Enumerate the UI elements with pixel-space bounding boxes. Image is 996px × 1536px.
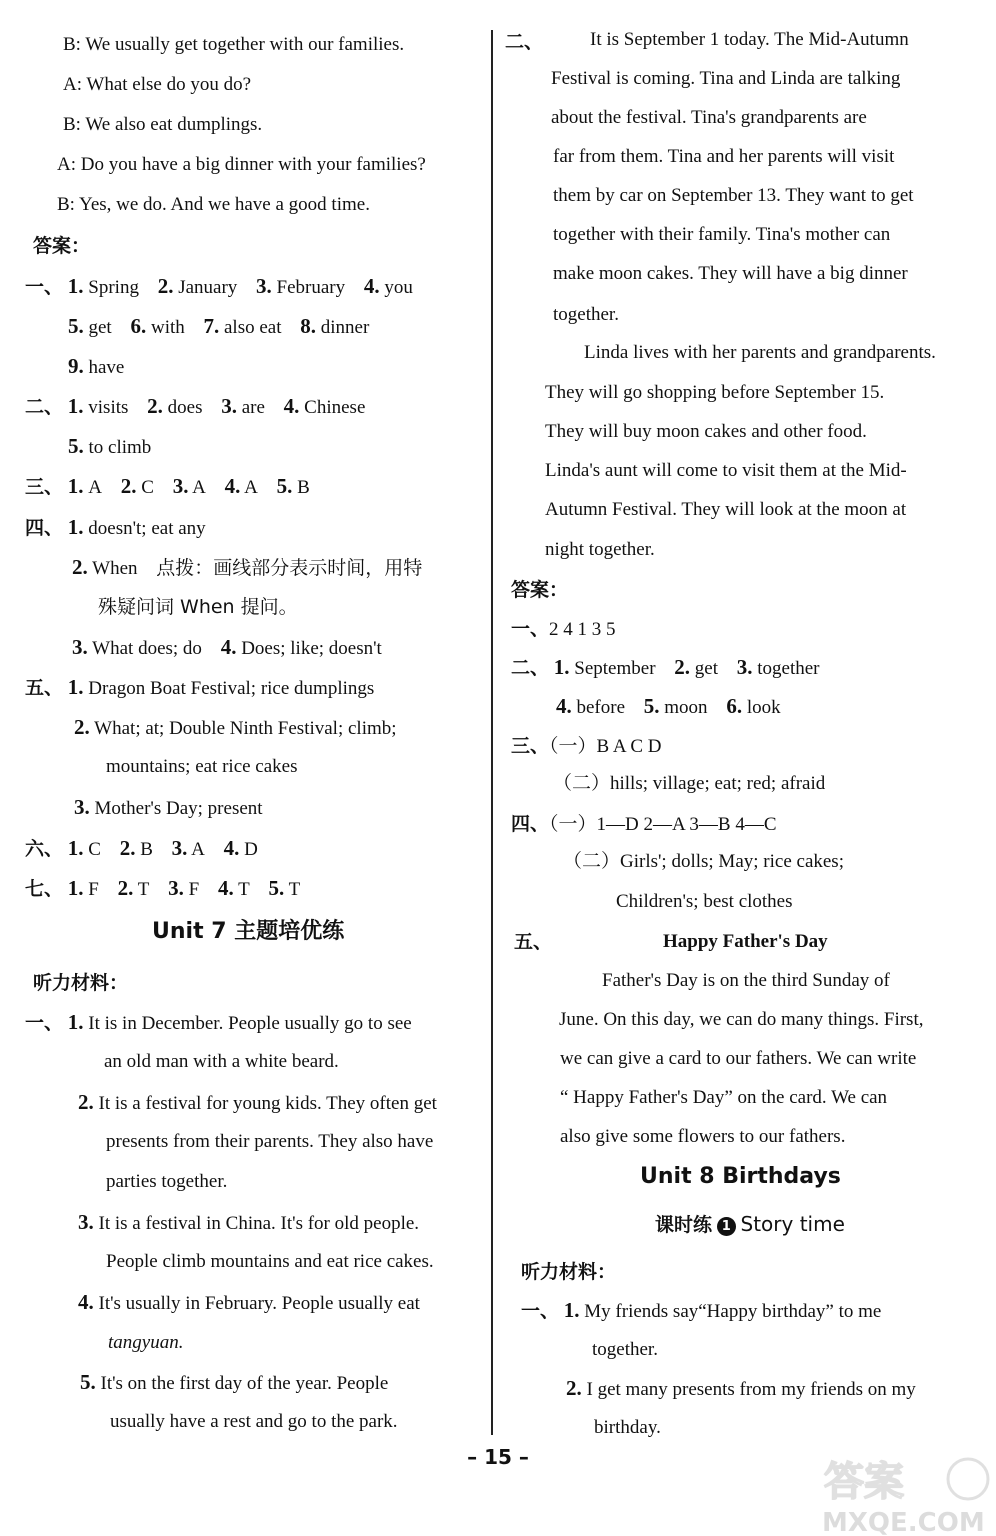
answer-text: get (694, 658, 718, 679)
column-divider (491, 30, 493, 1435)
listening-text: usually have a rest and go to the park. (110, 1411, 398, 1432)
unit-title: Unit 7 主题培优练 (152, 919, 345, 944)
item-number: 7. (203, 314, 220, 338)
section-mark: 五、 (25, 677, 64, 699)
listening-item (78, 1210, 419, 1236)
section-mark: 一、 (25, 276, 64, 298)
item-number: 4. (217, 876, 234, 900)
section-mark: 六、 (25, 838, 64, 860)
item-number: 1. (67, 274, 84, 298)
dialog-line: B: Yes, we do. And we have a good time. (57, 194, 370, 215)
answer-text: together (757, 658, 820, 679)
answer-row (74, 715, 397, 741)
listening-text: tangyuan. (108, 1332, 184, 1353)
answer-text: （一）1—D 2—A 3—B 4—C (549, 814, 777, 835)
passage-line: June. On this day, we can do many things. First, (559, 1009, 924, 1030)
item-number: 5. (276, 474, 293, 498)
answer-row (25, 474, 310, 500)
item-number: 1. (67, 1010, 84, 1034)
section-mark: 二、 (505, 31, 544, 53)
item-number: 1. (563, 1298, 580, 1322)
passage-line: Linda's aunt will come to visit them at the Mid- (545, 460, 907, 481)
answer-text: What does; do (92, 638, 202, 659)
dialog-line: A: Do you have a big dinner with your families? (57, 154, 426, 175)
answer-text: B (140, 839, 153, 860)
answer-row (511, 812, 777, 837)
watermark-url: MXQE.COM (822, 1508, 985, 1535)
watermark-circle-icon (948, 1459, 988, 1499)
answer-text: Dragon Boat Festival; rice dumplings (88, 678, 375, 699)
answer-row (72, 555, 422, 581)
item-number: 4. (78, 1290, 94, 1314)
answer-text: F (188, 879, 200, 900)
answer-row (556, 694, 781, 720)
answer-text: with (150, 317, 185, 338)
listening-text: birthday. (594, 1417, 661, 1438)
answer-row (68, 434, 151, 460)
item-number: 5. (68, 434, 84, 458)
item-number: 2. (117, 876, 134, 900)
lesson-name: Story time (740, 1212, 845, 1236)
item-number: 3. (736, 655, 753, 679)
answer-text: before (576, 697, 626, 718)
passage-line: They will buy moon cakes and other food. (545, 421, 867, 442)
item-number: 1. (67, 876, 84, 900)
answer-text: are (241, 397, 265, 418)
answer-row (68, 314, 369, 340)
answer-text: September (574, 658, 656, 679)
answer-row (72, 635, 382, 661)
answer-text: B (297, 477, 310, 498)
answer-text: does (167, 397, 203, 418)
answers-heading: 答案： (511, 579, 569, 601)
passage-line: together with their family. Tina's mother can (553, 224, 891, 245)
hint-text: 殊疑问词 When 提问。 (98, 596, 298, 618)
passage-line: about the festival. Tina's grandparents are (551, 107, 867, 128)
section-mark: 四、 (25, 517, 64, 539)
item-number: 4. (220, 635, 237, 659)
answer-text: C (141, 477, 154, 498)
answer-row (511, 655, 820, 681)
listening-text: together. (592, 1339, 658, 1360)
section-mark: 七、 (25, 878, 64, 900)
item-number: 4. (363, 274, 380, 298)
listening-text: parties together. (106, 1171, 228, 1192)
section-mark: 五、 (514, 931, 553, 953)
item-number: 3. (74, 795, 90, 819)
section-mark: 一、 (521, 1300, 560, 1322)
answer-row (511, 734, 661, 759)
answer-text: Mother's Day; present (94, 798, 263, 819)
listening-item (78, 1290, 420, 1316)
item-number: 3. (168, 876, 184, 900)
item-number: 2. (72, 555, 88, 579)
section-mark: 四、 (511, 813, 550, 835)
item-number: 2. (157, 274, 174, 298)
answer-text: Chinese (304, 397, 366, 418)
answer-text: look (746, 697, 781, 718)
item-number: 3. (78, 1210, 94, 1234)
answer-text: A (191, 839, 205, 860)
answer-text: get (88, 317, 112, 338)
section-mark: 三、 (25, 476, 64, 498)
item-number: 5. (643, 694, 660, 718)
passage-line: night together. (545, 539, 655, 560)
passage-line: Linda lives with her parents and grandparents. (584, 342, 936, 363)
item-number: 6. (130, 314, 147, 338)
item-number: 5. (268, 876, 285, 900)
dialog-line: B: We usually get together with our families. (63, 34, 405, 55)
item-number: 3. (221, 394, 237, 418)
answer-text: visits (88, 397, 129, 418)
listening-text: My friends say“Happy birthday” to me (584, 1301, 882, 1322)
hint-text: 点拨：画线部分表示时间，用特 (156, 557, 423, 579)
item-number: 5. (80, 1370, 96, 1394)
item-number: 2. (566, 1376, 582, 1400)
listening-heading: 听力材料： (521, 1261, 617, 1283)
answer-text: have (88, 357, 125, 378)
answer-text: （二）Girls'; dolls; May; rice cakes; (563, 851, 844, 872)
item-number: 5. (68, 314, 84, 338)
item-number: 1. (553, 655, 570, 679)
listening-text: It is a festival for young kids. They often get (98, 1093, 437, 1114)
dialog-line: A: What else do you do? (63, 74, 252, 95)
lesson-title (655, 1212, 845, 1238)
item-number: 1. (67, 394, 84, 418)
answer-text: A (88, 477, 102, 498)
passage-line: far from them. Tina and her parents will visit (553, 146, 895, 167)
section-mark: 一、 (25, 1012, 64, 1034)
passage-line: Festival is coming. Tina and Linda are talking (551, 68, 901, 89)
section-mark: 二、 (25, 396, 64, 418)
answer-row (25, 515, 206, 541)
item-number: 4. (223, 836, 240, 860)
item-number: 3. (172, 474, 189, 498)
answer-text: T (288, 879, 301, 900)
listening-text: It is in December. People usually go to see (88, 1013, 412, 1034)
passage-line: “ Happy Father's Day” on the card. We can (560, 1087, 888, 1108)
listening-text: I get many presents from my friends on my (586, 1379, 916, 1400)
answer-text: also eat (224, 317, 282, 338)
listening-item (80, 1370, 388, 1396)
item-number: 1. (67, 474, 84, 498)
listening-text: People climb mountains and eat rice cakes. (106, 1251, 434, 1272)
answer-text: F (88, 879, 99, 900)
answer-text: A (192, 477, 206, 498)
answer-text: February (276, 277, 346, 298)
answer-row (25, 675, 374, 701)
answer-text: What; at; Double Ninth Festival; climb; (94, 718, 397, 739)
answer-text: D (244, 839, 258, 860)
listening-text: It is a festival in China. It's for old people. (98, 1213, 420, 1234)
answer-text: Does; like; doesn't (241, 638, 382, 659)
item-number: 3. (256, 274, 272, 298)
answer-text: 2 4 1 3 5 (549, 619, 616, 640)
answer-row (25, 876, 300, 902)
answer-text: T (238, 879, 250, 900)
passage-line: we can give a card to our fathers. We can write (560, 1048, 917, 1069)
answer-text: （二）hills; village; eat; red; afraid (553, 773, 826, 794)
passage-line: Father's Day is on the third Sunday of (602, 970, 890, 991)
page-number: – 15 – (467, 1445, 529, 1469)
answer-row (68, 354, 124, 380)
watermark-mark: 答案 (824, 1459, 904, 1505)
item-number: 1. (67, 675, 84, 699)
dialog-line: B: We also eat dumplings. (63, 114, 263, 135)
answer-row (25, 394, 365, 420)
passage-line: They will go shopping before September 15. (545, 382, 885, 403)
listening-text: It's on the first day of the year. People (100, 1373, 389, 1394)
item-number: 3. (72, 635, 88, 659)
item-number: 2. (119, 836, 136, 860)
listening-text: It's usually in February. People usually eat (98, 1293, 420, 1314)
passage-line: also give some flowers to our fathers. (560, 1126, 846, 1147)
passage-line: Autumn Festival. They will look at the moon at (545, 499, 907, 520)
answer-text: dinner (320, 317, 370, 338)
item-number: 3. (171, 836, 188, 860)
watermark-logo (818, 1455, 996, 1535)
item-number: 2. (74, 715, 90, 739)
section-mark: 一、 (511, 618, 550, 640)
item-number: 9. (68, 354, 84, 378)
answer-text: （一）B A C D (549, 736, 662, 757)
item-number: 2. (120, 474, 137, 498)
answer-text: doesn't; eat any (88, 518, 206, 539)
item-number: 1. (67, 515, 84, 539)
answer-row (74, 795, 263, 821)
answer-text: January (178, 277, 238, 298)
passage-line: make moon cakes. They will have a big dinner (553, 263, 908, 284)
passage-line: together. (553, 304, 619, 325)
passage-title: Happy Father's Day (663, 931, 828, 952)
answer-text: you (384, 277, 413, 298)
unit-title: Unit 8 Birthdays (640, 1164, 841, 1189)
listening-item (521, 1298, 881, 1324)
answers-heading: 答案： (33, 235, 91, 257)
answer-text: to climb (88, 437, 152, 458)
answer-text: Spring (88, 277, 139, 298)
item-number: 6. (726, 694, 743, 718)
answer-text: Children's; best clothes (616, 891, 793, 912)
listening-text: presents from their parents. They also have (106, 1131, 434, 1152)
answer-row (511, 617, 616, 642)
section-mark: 二、 (511, 657, 550, 679)
item-number: 2. (674, 655, 691, 679)
answer-row (25, 274, 413, 300)
item-number: 2. (78, 1090, 94, 1114)
section-mark: 三、 (511, 735, 550, 757)
answer-text: C (88, 839, 101, 860)
listening-item (78, 1090, 437, 1116)
item-number: 4. (283, 394, 300, 418)
passage-line: them by car on September 13. They want to get (553, 185, 914, 206)
lesson-number-badge: 1 (717, 1217, 736, 1236)
passage-line: It is September 1 today. The Mid-Autumn (590, 29, 909, 50)
item-number: 2. (147, 394, 163, 418)
item-number: 4. (556, 694, 572, 718)
listening-text: an old man with a white beard. (104, 1051, 339, 1072)
listening-item (25, 1010, 412, 1036)
item-number: 4. (224, 474, 241, 498)
item-number: 1. (67, 836, 84, 860)
answer-row (25, 836, 258, 862)
lesson-prefix: 课时练 (655, 1214, 713, 1236)
listening-heading: 听力材料： (33, 972, 129, 994)
answer-text: A (244, 477, 258, 498)
answer-text: T (137, 879, 150, 900)
item-number: 8. (300, 314, 317, 338)
answer-text: moon (664, 697, 708, 718)
listening-item (566, 1376, 916, 1402)
answer-text: mountains; eat rice cakes (106, 756, 298, 777)
answer-text: When (92, 558, 138, 579)
